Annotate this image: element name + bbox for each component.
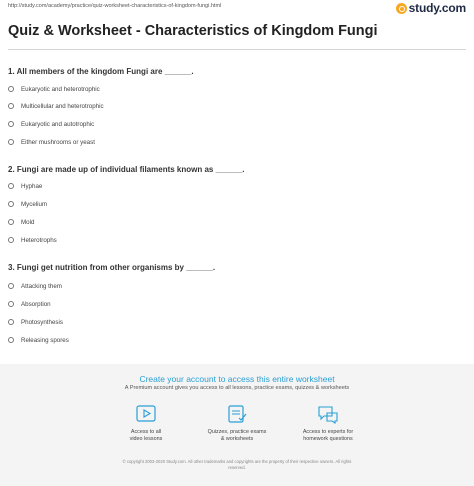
radio-button-icon[interactable] bbox=[8, 139, 14, 145]
feature-video-lessons: Access to all video lessons bbox=[101, 404, 191, 443]
answer-option[interactable]: Multicellular and heterotrophic bbox=[8, 101, 104, 111]
question-2: 2. Fungi are made up of individual filaments known as ______. bbox=[8, 165, 245, 174]
radio-button-icon[interactable] bbox=[8, 337, 14, 343]
answer-option[interactable]: Absorption bbox=[8, 299, 51, 309]
answer-option[interactable]: Mold bbox=[8, 217, 34, 227]
copyright-notice: © copyright 2003-2020 Study.com. All other trademarks and copyrights are the property of their respective owners. All rights reserved. bbox=[122, 459, 352, 470]
answer-option[interactable]: Attacking them bbox=[8, 281, 62, 291]
answer-option[interactable]: Either mushrooms or yeast bbox=[8, 137, 95, 147]
radio-button-icon[interactable] bbox=[8, 201, 14, 207]
premium-footer bbox=[0, 364, 474, 486]
study-logo[interactable] bbox=[396, 1, 466, 15]
question-3: 3. Fungi get nutrition from other organisms by ______. bbox=[8, 263, 216, 272]
answer-option[interactable]: Mycelium bbox=[8, 199, 47, 209]
question-1: 1. All members of the kingdom Fungi are ______. bbox=[8, 67, 194, 76]
title-divider bbox=[8, 49, 466, 50]
page-title: Quiz & Worksheet - Characteristics of Kingdom Fungi bbox=[8, 23, 378, 39]
radio-button-icon[interactable] bbox=[8, 121, 14, 127]
premium-description: A Premium account gives you access to all lessons, practice exams, quizzes & worksheets bbox=[124, 385, 350, 391]
study-logo-text: study.com bbox=[408, 1, 466, 15]
chat-icon bbox=[316, 404, 340, 424]
study-logo-icon bbox=[396, 3, 407, 14]
answer-option[interactable]: Photosynthesis bbox=[8, 317, 63, 327]
radio-button-icon[interactable] bbox=[8, 319, 14, 325]
answer-option[interactable]: Heterotrophs bbox=[8, 235, 57, 245]
create-account-link[interactable]: Create your account to access this entire worksheet bbox=[139, 374, 335, 384]
answer-option[interactable]: Releasing spores bbox=[8, 335, 69, 345]
radio-button-icon[interactable] bbox=[8, 219, 14, 225]
feature-quizzes: Quizzes, practice exams & worksheets bbox=[192, 404, 282, 443]
top-bar bbox=[0, 0, 474, 16]
answer-option[interactable]: Eukaryotic and heterotrophic bbox=[8, 84, 100, 94]
radio-button-icon[interactable] bbox=[8, 237, 14, 243]
video-icon bbox=[134, 404, 158, 424]
feature-experts: Access to experts for homework questions bbox=[283, 404, 373, 443]
quiz-icon bbox=[225, 404, 249, 424]
radio-button-icon[interactable] bbox=[8, 301, 14, 307]
page-url[interactable]: http://study.com/academy/practice/quiz-worksheet-characteristics-of-kingdom-fungi.html bbox=[8, 3, 222, 9]
radio-button-icon[interactable] bbox=[8, 86, 14, 92]
radio-button-icon[interactable] bbox=[8, 103, 14, 109]
answer-option[interactable]: Hyphae bbox=[8, 181, 42, 191]
radio-button-icon[interactable] bbox=[8, 283, 14, 289]
answer-option[interactable]: Eukaryotic and autotrophic bbox=[8, 119, 94, 129]
radio-button-icon[interactable] bbox=[8, 183, 14, 189]
